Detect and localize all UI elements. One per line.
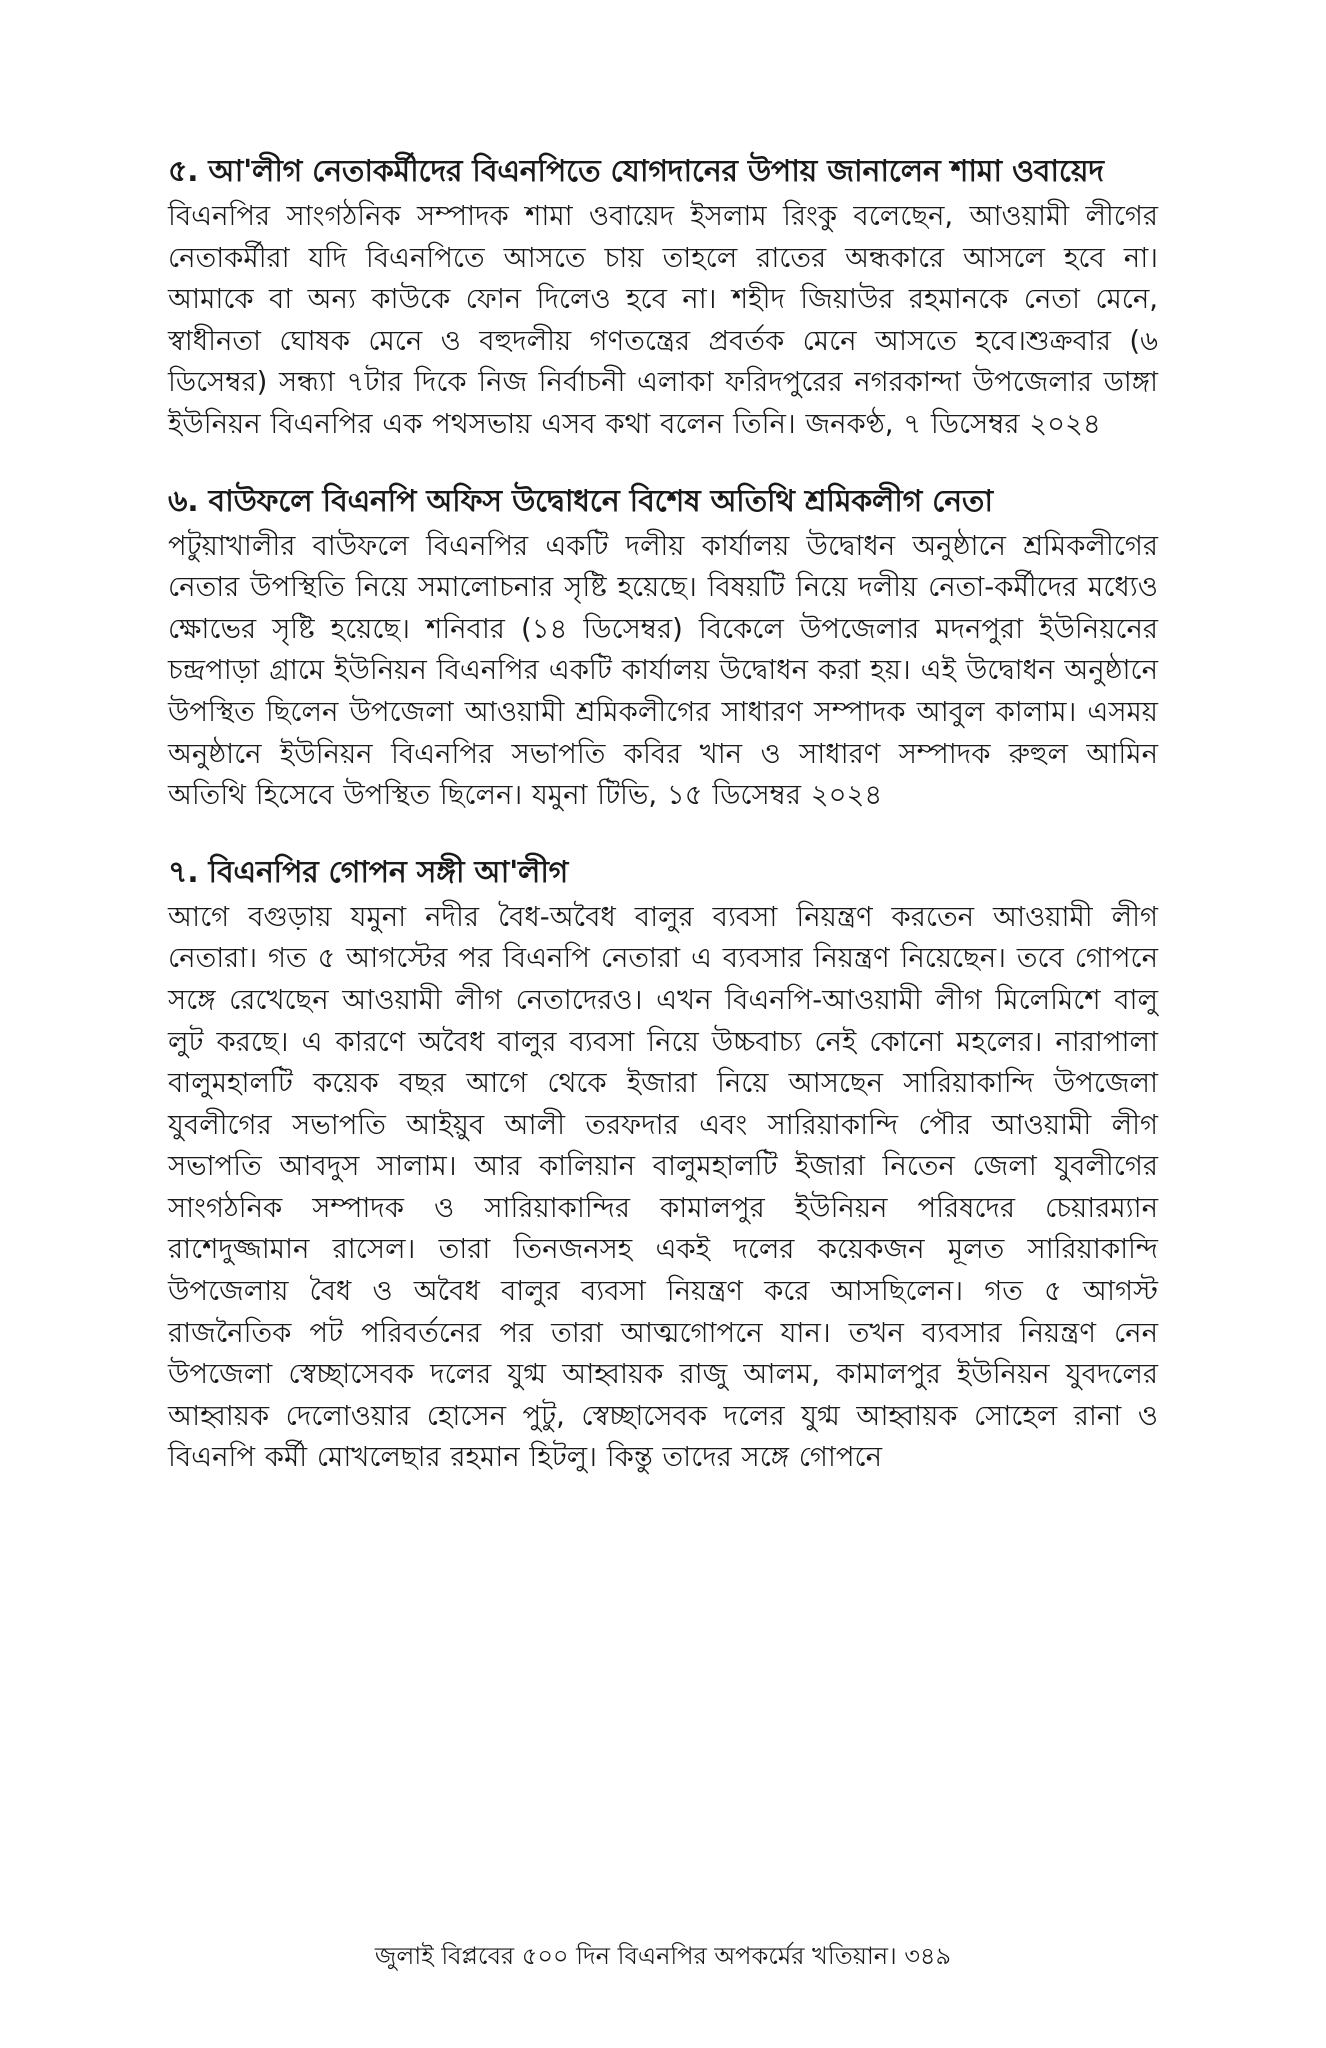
- news-section-5: [168, 150, 1158, 446]
- news-section-6: [168, 480, 1158, 817]
- section-heading: ৭. বিএনপির গোপন সঙ্গী আ'লীগ: [168, 854, 569, 890]
- section-heading: ৫. আ'লীগ নেতাকর্মীদের বিএনপিতে যোগদানের উপায় জানালেন শামা ওবায়েদ: [168, 154, 1104, 189]
- page-content: [168, 150, 1158, 1513]
- section-heading: ৬. বাউফলে বিএনপি অফিস উদ্বোধনে বিশেষ অতিথি শ্রমিকলীগ নেতা: [168, 483, 993, 519]
- page-footer: জুলাই বিপ্লবের ৫০০ দিন বিএনপির অপকর্মের খতিয়ান। ৩৪৯: [374, 1942, 952, 1970]
- section-body: আগে বগুড়ায় যমুনা নদীর বৈধ-অবৈধ বালুর ব্যবসা নিয়ন্ত্রণ করতেন আওয়ামী লীগ নেতারা। গত ৫ আগস্টের পর বিএনপি নেতারা এ ব্যবসার নিয়ন্ত্রণ নিয়েছেন। তবে গোপনে সঙ্গে রেখেছেন আওয়ামী লীগ নেতাদেরও। এখন বিএনপি-আওয়ামী লীগ মিলেমিশে বালু লুট করছে। এ কারণে অবৈধ বালুর ব্যবসা নিয়ে উচ্চবাচ্য নেই কোনো মহলের। নারাপালা বালুমহালটি কয়েক বছর আগে থেকে ইজারা নিয়ে আসছেন সারিয়াকান্দি উপজেলা যুবলীগের সভাপতি আইয়ুব আলী তরফদার এবং সারিয়াকান্দি পৌর আওয়ামী লীগ সভাপতি আবদুস সালাম। আর কালিয়ান বালুমহালটি ইজারা নিতেন জেলা যুবলীগের সাংগঠনিক সম্পাদক ও সারিয়াকান্দির কামালপুর ইউনিয়ন পরিষদের চেয়ারম্যান রাশেদুজ্জামান রাসেল। তারা তিনজনসহ একই দলের কয়েকজন মূলত সারিয়াকান্দি উপজেলায় বৈধ ও অবৈধ বালুর ব্যবসা নিয়ন্ত্রণ করে আসছিলেন। গত ৫ আগস্ট রাজনৈতিক পট পরিবর্তনের পর তারা আত্মগোপনে যান। তখন ব্যবসার নিয়ন্ত্রণ নেন উপজেলা স্বেচ্ছাসেবক দলের যুগ্ম আহ্বায়ক রাজু আলম, কামালপুর ইউনিয়ন যুবদলের আহ্বায়ক দেলোওয়ার হোসেন পুটু, স্বেচ্ছাসেবক দলের যুগ্ম আহ্বায়ক সোহেল রানা ও বিএনপি কর্মী মোখলেছার রহমান হিটলু। কিন্তু তাদের সঙ্গে গোপনে: [168, 900, 1158, 1474]
- news-section-7: [168, 851, 1158, 1479]
- section-body: বিএনপির সাংগঠনিক সম্পাদক শামা ওবায়েদ ইসলাম রিংকু বলেছেন, আওয়ামী লীগের নেতাকর্মীরা যদি বিএনপিতে আসতে চায় তাহলে রাতের অন্ধকারে আসলে হবে না। আমাকে বা অন্য কাউকে ফোন দিলেও হবে না। শহীদ জিয়াউর রহমানকে নেতা মেনে, স্বাধীনতা ঘোষক মেনে ও বহুদলীয় গণতন্ত্রের প্রবর্তক মেনে আসতে হবে।শুক্রবার (৬ ডিসেম্বর) সন্ধ্যা ৭টার দিকে নিজ নির্বাচনী এলাকা ফরিদপুরের নগরকান্দা উপজেলার ডাঙ্গা ইউনিয়ন বিএনপির এক পথসভায় এসব কথা বলেন তিনি। জনকণ্ঠ, ৭ ডিসেম্বর ২০২৪: [168, 200, 1158, 440]
- section-body: পটুয়াখালীর বাউফলে বিএনপির একটি দলীয় কার্যালয় উদ্বোধন অনুষ্ঠানে শ্রমিকলীগের নেতার উপস্থিতি নিয়ে সমালোচনার সৃষ্টি হয়েছে। বিষয়টি নিয়ে দলীয় নেতা-কর্মীদের মধ্যেও ক্ষোভের সৃষ্টি হয়েছে। শনিবার (১৪ ডিসেম্বর) বিকেলে উপজেলার মদনপুরা ইউনিয়নের চন্দ্রপাড়া গ্রামে ইউনিয়ন বিএনপির একটি কার্যালয় উদ্বোধন করা হয়। এই উদ্বোধন অনুষ্ঠানে উপস্থিত ছিলেন উপজেলা আওয়ামী শ্রমিকলীগের সাধারণ সম্পাদক আবুল কালাম। এসময় অনুষ্ঠানে ইউনিয়ন বিএনপির সভাপতি কবির খান ও সাধারণ সম্পাদক রুহুল আমিন অতিথি হিসেবে উপস্থিত ছিলেন। যমুনা টিভি, ১৫ ডিসেম্বর ২০২৪: [168, 529, 1158, 812]
